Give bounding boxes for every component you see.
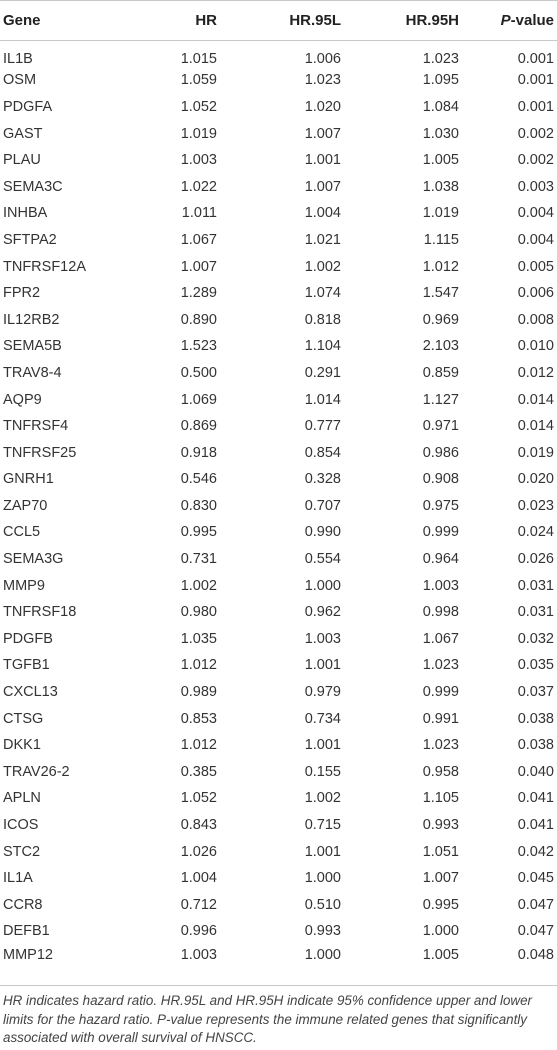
cell-hr: 0.830 [180,497,217,514]
cell-gene: AQP9 [3,391,42,408]
cell-gene: TRAV8-4 [3,364,62,381]
table-row [0,120,557,147]
table-row [0,705,557,732]
cell-hr: 1.011 [181,205,217,222]
cell-gene: SEMA3C [3,178,63,195]
table-row [0,386,557,413]
table-row [0,413,557,440]
cell-hr95l: 1.007 [304,125,341,142]
table-row [0,759,557,786]
cell-hr95h: 0.986 [422,444,459,461]
table-header [0,1,557,41]
cell-pvalue: 0.010 [517,338,554,355]
table-row [0,732,557,759]
header-row [0,1,557,41]
cell-hr95h: 1.019 [422,205,459,222]
cell-hr95l: 1.002 [304,790,341,807]
cell-gene: PDGFA [3,98,53,115]
cell-hr: 1.002 [180,577,217,594]
cell-hr: 1.052 [180,98,217,115]
cell-gene: CXCL13 [3,684,58,701]
cell-hr: 1.004 [180,870,217,887]
cell-gene: GNRH1 [3,471,54,488]
cell-hr95h: 2.103 [422,338,459,355]
cell-pvalue: 0.001 [517,98,554,115]
table-row [0,439,557,466]
cell-hr95h: 1.012 [422,258,459,275]
table-row [0,865,557,892]
cell-pvalue: 0.037 [517,684,554,701]
cell-gene: SEMA5B [3,338,62,355]
cell-gene: MMP9 [3,577,45,594]
table-row [0,280,557,307]
cell-hr95h: 1.005 [422,946,459,963]
cell-hr: 1.052 [180,790,217,807]
cell-gene: SFTPA2 [3,231,57,248]
cell-hr: 1.523 [180,338,217,355]
cell-hr95l: 1.002 [304,258,341,275]
table-row [0,679,557,706]
cell-gene: APLN [3,790,41,807]
cell-pvalue: 0.038 [517,737,554,754]
table-row [0,785,557,812]
table-row [0,519,557,546]
cell-gene: IL12RB2 [3,311,60,328]
cell-pvalue: 0.032 [517,630,554,647]
cell-pvalue: 0.001 [517,51,554,68]
cell-hr95h: 1.023 [422,737,459,754]
cell-pvalue: 0.002 [517,125,554,142]
cell-pvalue: 0.047 [517,896,554,913]
cell-hr: 0.385 [180,763,217,780]
cell-hr: 0.731 [180,551,217,568]
cell-hr95l: 1.004 [304,205,341,222]
cell-hr95h: 0.971 [422,418,459,435]
table-row [0,67,557,94]
cell-pvalue: 0.035 [517,657,554,674]
cell-hr95h: 1.030 [422,125,459,142]
cell-gene: PLAU [3,152,41,169]
cell-pvalue: 0.004 [517,205,554,222]
cell-hr: 0.853 [180,710,217,727]
cell-gene: CCR8 [3,896,43,913]
table-row [0,41,557,68]
cell-hr95l: 1.104 [304,338,341,355]
cell-hr95h: 1.003 [422,577,459,594]
cell-hr95l: 1.000 [304,870,341,887]
cell-hr95h: 0.999 [422,684,459,701]
cell-hr: 1.026 [180,843,217,860]
cell-gene: GAST [3,125,43,142]
table-row [0,838,557,865]
table-body [0,41,557,972]
table-row [0,945,557,972]
cell-hr95h: 0.993 [422,817,459,834]
cell-hr: 0.712 [180,896,217,913]
cell-hr95l: 1.007 [304,178,341,195]
cell-hr: 1.015 [180,51,217,68]
cell-hr95h: 1.051 [422,843,459,860]
cell-gene: MMP12 [3,946,53,963]
cell-gene: PDGFB [3,630,53,647]
cell-hr95l: 0.777 [304,418,341,435]
cell-hr: 0.546 [180,471,217,488]
cell-hr: 0.989 [180,684,217,701]
cell-hr: 1.007 [180,258,217,275]
cell-hr: 1.035 [180,630,217,647]
cell-gene: ZAP70 [3,497,48,514]
cell-hr: 1.012 [180,737,217,754]
cell-hr95h: 1.007 [422,870,459,887]
cell-hr95h: 1.095 [422,72,459,89]
cell-gene: ICOS [3,817,39,834]
cell-hr95h: 1.105 [422,790,459,807]
cell-hr95l: 1.001 [304,843,341,860]
cell-hr: 1.022 [180,178,217,195]
cell-hr95l: 1.021 [304,231,341,248]
cell-pvalue: 0.038 [517,710,554,727]
cell-hr95l: 1.023 [304,72,341,89]
cell-hr95h: 0.958 [422,763,459,780]
cell-hr95l: 1.006 [304,51,341,68]
cell-hr95h: 0.999 [422,524,459,541]
cell-pvalue: 0.019 [517,444,554,461]
cell-hr: 1.059 [180,72,217,89]
table-row [0,466,557,493]
cell-pvalue: 0.047 [517,923,554,940]
cell-hr95h: 1.084 [422,98,459,115]
cell-pvalue: 0.001 [517,72,554,89]
cell-hr95h: 0.969 [422,311,459,328]
header-pvalue [459,1,557,41]
cell-gene: CTSG [3,710,44,727]
cell-hr95h: 0.991 [422,710,459,727]
cell-hr95l: 0.510 [304,896,341,913]
cell-hr95l: 0.818 [304,311,341,328]
cell-hr95l: 1.020 [304,98,341,115]
cell-gene: DKK1 [3,737,41,754]
cell-hr95l: 1.001 [304,152,341,169]
table-row [0,652,557,679]
table-row [0,493,557,520]
cell-hr95l: 0.734 [304,710,341,727]
table-row [0,147,557,174]
cell-hr95h: 1.127 [422,391,459,408]
cell-hr95l: 0.291 [304,364,341,381]
cell-hr95h: 0.995 [422,896,459,913]
cell-hr95l: 1.003 [304,630,341,647]
cell-hr95l: 0.990 [304,524,341,541]
cell-hr95l: 0.854 [304,444,341,461]
cell-gene: TRAV26-2 [3,763,70,780]
cell-pvalue: 0.008 [517,311,554,328]
table-row [0,546,557,573]
cell-hr: 1.067 [180,231,217,248]
cell-pvalue: 0.041 [517,817,554,834]
cell-pvalue: 0.024 [517,524,554,541]
header-hr: HR [130,1,220,41]
cell-hr: 0.996 [180,923,217,940]
table-row [0,333,557,360]
table-row [0,572,557,599]
cell-hr95h: 1.067 [422,630,459,647]
cell-hr95h: 1.115 [423,231,459,248]
cell-pvalue: 0.045 [517,870,554,887]
cell-hr95l: 0.962 [304,604,341,621]
cell-gene: TNFRSF25 [3,444,77,461]
cell-hr: 0.918 [180,444,217,461]
cell-gene: TNFRSF4 [3,418,69,435]
cell-pvalue: 0.014 [517,391,554,408]
table-row [0,812,557,839]
cell-gene: CCL5 [3,524,41,541]
footer-divider [0,985,557,986]
cell-pvalue: 0.041 [517,790,554,807]
cell-hr: 1.012 [180,657,217,674]
cell-hr95l: 1.000 [304,946,341,963]
cell-hr95h: 1.038 [422,178,459,195]
table-row [0,94,557,121]
cell-pvalue: 0.048 [517,946,554,963]
cell-hr95l: 1.074 [304,285,341,302]
table-row [0,626,557,653]
cell-hr95l: 0.993 [304,923,341,940]
cell-hr: 1.019 [180,125,217,142]
cell-pvalue: 0.002 [517,152,554,169]
cell-hr95l: 1.000 [304,577,341,594]
cell-gene: SEMA3G [3,551,64,568]
cell-hr: 1.003 [180,946,217,963]
cell-hr: 1.069 [180,391,217,408]
cell-gene: TNFRSF12A [3,258,86,275]
cell-hr: 0.500 [180,364,217,381]
cell-hr95h: 0.998 [422,604,459,621]
cell-pvalue: 0.012 [517,364,554,381]
cell-hr95h: 0.964 [422,551,459,568]
header-hr95l: HR.95L [220,1,341,41]
table-row [0,200,557,227]
cell-hr: 0.869 [180,418,217,435]
table-footnote: HR indicates hazard ratio. HR.95L and HR.95H indicate 95% confidence upper and lower limits for the hazard ratio. P-value represents the immune related genes that significantly associated with overall survival of HNSCC. [3,993,532,1045]
cell-pvalue: 0.014 [517,418,554,435]
cell-pvalue: 0.005 [517,258,554,275]
cell-hr: 0.890 [180,311,217,328]
cell-pvalue: 0.042 [517,843,554,860]
cell-pvalue: 0.020 [517,471,554,488]
header-pvalue-rest: -value [510,12,554,29]
cell-gene: TNFRSF18 [3,604,77,621]
cell-hr95h: 1.023 [422,657,459,674]
cell-gene: FPR2 [3,285,41,302]
cell-hr95h: 1.005 [422,152,459,169]
table-row [0,918,557,945]
cell-hr95h: 1.000 [422,923,459,940]
cell-gene: OSM [3,72,37,89]
header-pvalue-italic: P [500,12,511,29]
cell-pvalue: 0.006 [517,285,554,302]
table-row [0,253,557,280]
cell-hr: 0.995 [180,524,217,541]
cell-gene: TGFB1 [3,657,50,674]
cell-pvalue: 0.031 [517,577,554,594]
cell-hr: 0.843 [180,817,217,834]
cell-pvalue: 0.026 [517,551,554,568]
table-row [0,227,557,254]
cell-pvalue: 0.031 [517,604,554,621]
cell-pvalue: 0.003 [517,178,554,195]
cell-hr95l: 1.001 [304,657,341,674]
header-hr95h: HR.95H [341,1,459,41]
header-gene: Gene [0,1,130,41]
cell-gene: IL1B [3,51,33,68]
cell-gene: INHBA [3,205,48,222]
cell-gene: STC2 [3,843,41,860]
table-row [0,173,557,200]
table-row [0,360,557,387]
cell-hr95h: 0.859 [422,364,459,381]
cell-hr: 0.980 [180,604,217,621]
cell-hr95h: 1.023 [422,51,459,68]
cell-hr: 1.003 [180,152,217,169]
cell-hr95l: 0.715 [304,817,341,834]
table-row [0,306,557,333]
cell-hr95l: 0.979 [304,684,341,701]
cell-pvalue: 0.040 [517,763,554,780]
cell-gene: DEFB1 [3,923,50,940]
cell-pvalue: 0.004 [517,231,554,248]
cell-hr95l: 1.001 [304,737,341,754]
cell-hr95h: 0.975 [422,497,459,514]
cell-gene: IL1A [3,870,33,887]
cell-hr95l: 1.014 [304,391,341,408]
cell-hr95h: 1.547 [422,285,459,302]
cell-hr95l: 0.328 [304,471,341,488]
cell-hr95l: 0.707 [304,497,341,514]
cell-hr95l: 0.554 [304,551,341,568]
cell-pvalue: 0.023 [517,497,554,514]
cell-hr95h: 0.908 [422,471,459,488]
cell-hr: 1.289 [180,285,217,302]
table-row [0,599,557,626]
table-row [0,892,557,919]
cell-hr95l: 0.155 [304,763,341,780]
